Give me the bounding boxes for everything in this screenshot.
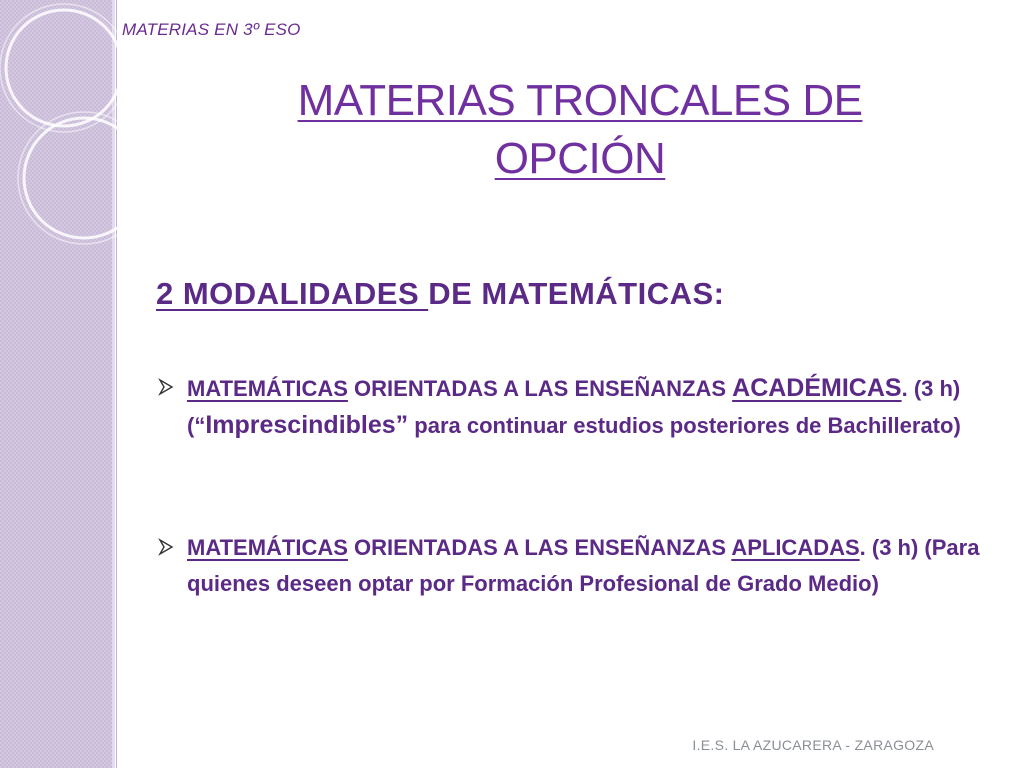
bullet-item-academicas — [187, 370, 987, 444]
subtitle-rest: DE MATEMÁTICAS: — [428, 276, 725, 311]
bullet-1-text-b: . (3 h) (“ — [187, 376, 961, 438]
subtitle-underlined: 2 MODALIDADES — [156, 276, 429, 311]
bullet-1-text-a: ORIENTADAS A LAS ENSEÑANZAS — [347, 376, 733, 401]
slide-title-line-1: MATERIAS TRONCALES DE — [297, 76, 863, 125]
footer-school-name: I.E.S. LA AZUCARERA - ZARAGOZA — [692, 737, 934, 753]
bullet-1-text-c: para continuar estudios posteriores de Bachillerato) — [408, 413, 961, 438]
bullet-2-text-a: ORIENTADAS A LAS ENSEÑANZAS — [347, 535, 732, 560]
slide-title — [180, 72, 980, 188]
slide-subtitle — [156, 276, 724, 312]
bullet-2-text-b: . (3 h) (Para quienes deseen optar por Formación Profesional de Grado Medio) — [187, 535, 980, 596]
bullet-1-emphasis: Imprescindibles” — [205, 411, 409, 439]
decorative-circles-icon — [0, 0, 130, 300]
bullet-1-subject: MATEMÁTICAS — [187, 376, 348, 401]
section-header-tag: MATERIAS EN 3º ESO — [122, 20, 301, 39]
slide-title-line-2: OPCIÓN — [494, 134, 666, 183]
arrow-right-outline-icon — [156, 377, 176, 397]
arrow-right-outline-icon — [156, 537, 176, 557]
bullet-2-subject: MATEMÁTICAS — [187, 535, 348, 560]
bullet-1-modality: ACADÉMICAS — [732, 374, 902, 402]
bullet-item-aplicadas — [187, 530, 987, 602]
bullet-2-modality: APLICADAS — [731, 535, 860, 560]
